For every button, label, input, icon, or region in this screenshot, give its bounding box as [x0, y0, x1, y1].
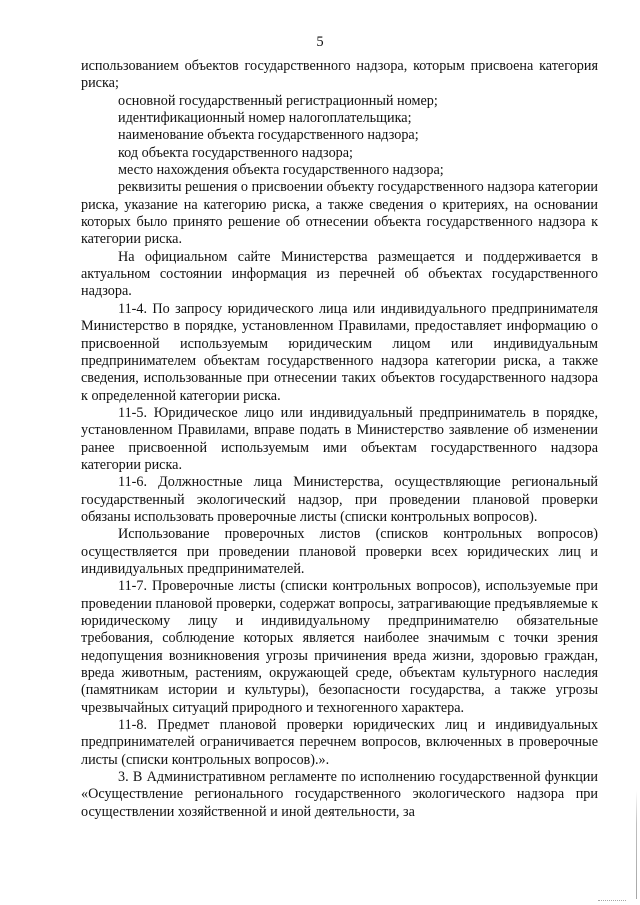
- scan-edge-mark: [636, 791, 637, 899]
- list-item-object-location: место нахождения объекта государственного надзора;: [118, 162, 444, 179]
- paragraph-checklist-usage: Использование проверочных листов (списков контрольных вопросов) осуществляется при проведении плановой проверки всех юридических лиц и индивидуальных предпринимателей.: [81, 526, 598, 577]
- paragraph-11-6: 11-6. Должностные лица Министерства, осуществляющие региональный государственный экологический надзор, при проведении плановой проверки обязаны использовать проверочные листы (списки контрольных вопросов).: [81, 474, 598, 525]
- page-number: 5: [316, 34, 324, 50]
- document-body: [81, 58, 598, 821]
- paragraph-11-7: 11-7. Проверочные листы (списки контрольных вопросов), используемые при проведении плановой проверки, содержат вопросы, затрагивающие предъявляемые к юридическому лицу и индивидуальному предпринимателю обязательные требования, соблюдение которых является наиболее значимым с точки зрения недопущения возникновения угрозы причинения вреда жизни, здоровью граждан, вреда животным, растениям, окружающей среде, объектам культурного наследия (памятникам истории и культуры), безопасности государства, а также угрозы чрезвычайных ситуаций природного и техногенного характера.: [81, 578, 598, 716]
- paragraph-3: 3. В Административном регламенте по исполнению государственной функции «Осуществление регионального государственного экологического надзора при осуществлении хозяйственной и иной деятельности, за: [81, 769, 598, 820]
- paragraph-intro: использованием объектов государственного надзора, которым присвоена категория риска;: [81, 58, 598, 92]
- list-item-inn: идентификационный номер налогоплательщика;: [118, 110, 412, 127]
- list-item-object-code: код объекта государственного надзора;: [118, 144, 353, 161]
- paragraph-requisites: реквизиты решения о присвоении объекту государственного надзора категории риска, указание на категорию риска, а также сведения о критериях, на основании которых было принято решение об отнесении объекта государственного надзора к категории риска.: [81, 179, 598, 248]
- paragraph-11-8: 11-8. Предмет плановой проверки юридических лиц и индивидуальных предпринимателей ограничивается перечнем вопросов, включенных в проверочные листы (списки контрольных вопросов).».: [81, 717, 598, 768]
- paragraph-11-5: 11-5. Юридическое лицо или индивидуальный предприниматель в порядке, установленном Правилами, вправе подать в Министерство заявление об изменении ранее присвоенной используемым ими объектам государственного надзора категории риска.: [81, 404, 598, 473]
- paragraph-11-4: 11-4. По запросу юридического лица или индивидуального предпринимателя Министерство в порядке, установленном Правилами, предоставляет информацию о присвоенной используемым юридическим лицом или индивидуальным предпринимателем объектам государственного надзора категории риска, а также сведения, использованные при отнесении таких объектов государственного надзора к определенной категории риска.: [81, 300, 598, 404]
- scan-dots-mark: [598, 898, 626, 901]
- list-item-ogrn: основной государственный регистрационный номер;: [118, 92, 438, 109]
- paragraph-official-site: На официальном сайте Министерства размещается и поддерживается в актуальном состоянии информация из перечней об объектах государственного надзора.: [81, 248, 598, 300]
- list-item-object-name: наименование объекта государственного надзора;: [118, 127, 419, 144]
